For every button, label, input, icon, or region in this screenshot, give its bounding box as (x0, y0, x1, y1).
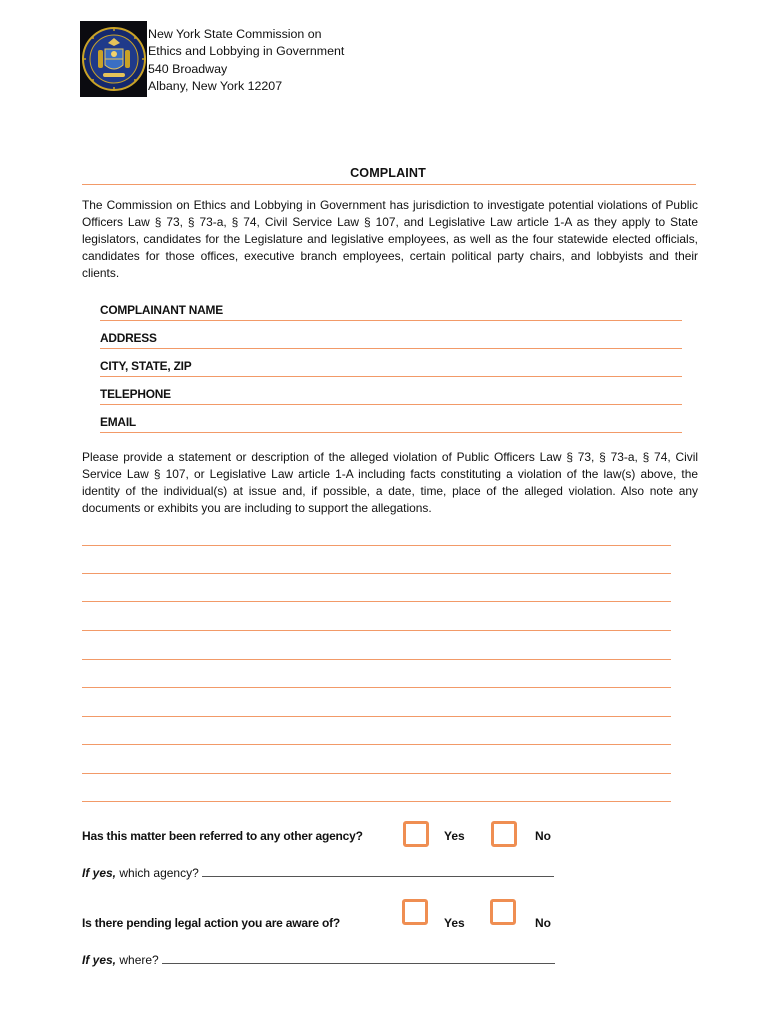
complainant-name-label: COMPLAINANT NAME (100, 303, 223, 317)
statement-line[interactable] (82, 659, 671, 660)
referred-question: Has this matter been referred to any other agency? (82, 829, 363, 843)
legal-action-followup-lead: If yes, (82, 953, 117, 967)
address-line: New York State Commission on (148, 27, 322, 41)
address-line: Ethics and Lobbying in Government (148, 44, 345, 59)
legal-action-followup-text: where? (119, 953, 159, 967)
referred-followup-lead: If yes, (82, 866, 117, 880)
agency-input-line[interactable] (202, 864, 554, 877)
email-label: EMAIL (100, 415, 136, 429)
statement-line[interactable] (82, 573, 671, 574)
where-input-line[interactable] (162, 951, 555, 964)
address-line: Albany, New York 12207 (148, 78, 283, 93)
city-state-zip-field[interactable] (100, 358, 682, 377)
referred-followup-text: which agency? (119, 866, 199, 880)
address-line: 540 Broadway (148, 61, 228, 76)
commission-address (148, 26, 344, 95)
referred-no-label: No (535, 829, 551, 843)
jurisdiction-paragraph: The Commission on Ethics and Lobbying in Government has jurisdiction to investigate potential violations of Public Officers Law § 73, § 73-a, § 74, Civil Service Law § 107, and Legislative Law article 1-A as they apply to State legislators, candidates for the Legislature and legislative employees, as well as the four statewide elected officials, candidates for those offices, executive branch employees, certain political party chairs, and lobbyists and their clients. (82, 198, 698, 281)
title-divider (82, 184, 696, 185)
telephone-label: TELEPHONE (100, 387, 171, 401)
statement-instructions: Please provide a statement or description of the alleged violation of Public Officers Law § 73, § 73-a, § 74, Civil Service Law § 107, or Legislative Law article 1-A including facts constituting a violation of the law(s) above, the identity of the individual(s) at issue and, if possible, a date, time, place of the alleged violation. Also note any documents or exhibits you are including to support the allegations. (82, 450, 698, 516)
statement-line[interactable] (82, 687, 671, 688)
legal-action-yes-label: Yes (444, 916, 465, 930)
statement-line[interactable] (82, 773, 671, 774)
statement-line[interactable] (82, 545, 671, 546)
complainant-name-field[interactable] (100, 302, 682, 321)
telephone-field[interactable] (100, 386, 682, 405)
statement-line[interactable] (82, 716, 671, 717)
page-title: COMPLAINT (350, 166, 426, 180)
statement-line[interactable] (82, 801, 671, 802)
legal-action-question: Is there pending legal action you are aware of? (82, 916, 340, 930)
legal-action-followup (82, 951, 555, 967)
city-state-zip-label: CITY, STATE, ZIP (100, 359, 192, 373)
legal-action-no-label: No (535, 916, 551, 930)
statement-line[interactable] (82, 601, 671, 602)
referred-yes-label: Yes (444, 829, 465, 843)
referred-yes-checkbox[interactable] (403, 821, 429, 847)
legal-action-no-checkbox[interactable] (490, 899, 516, 925)
address-label: ADDRESS (100, 331, 157, 345)
email-field[interactable] (100, 414, 682, 433)
address-field[interactable] (100, 330, 682, 349)
legal-action-yes-checkbox[interactable] (402, 899, 428, 925)
statement-line[interactable] (82, 744, 671, 745)
new-york-state-seal-icon (80, 21, 147, 97)
statement-line[interactable] (82, 630, 671, 631)
referred-no-checkbox[interactable] (491, 821, 517, 847)
referred-followup (82, 864, 554, 880)
